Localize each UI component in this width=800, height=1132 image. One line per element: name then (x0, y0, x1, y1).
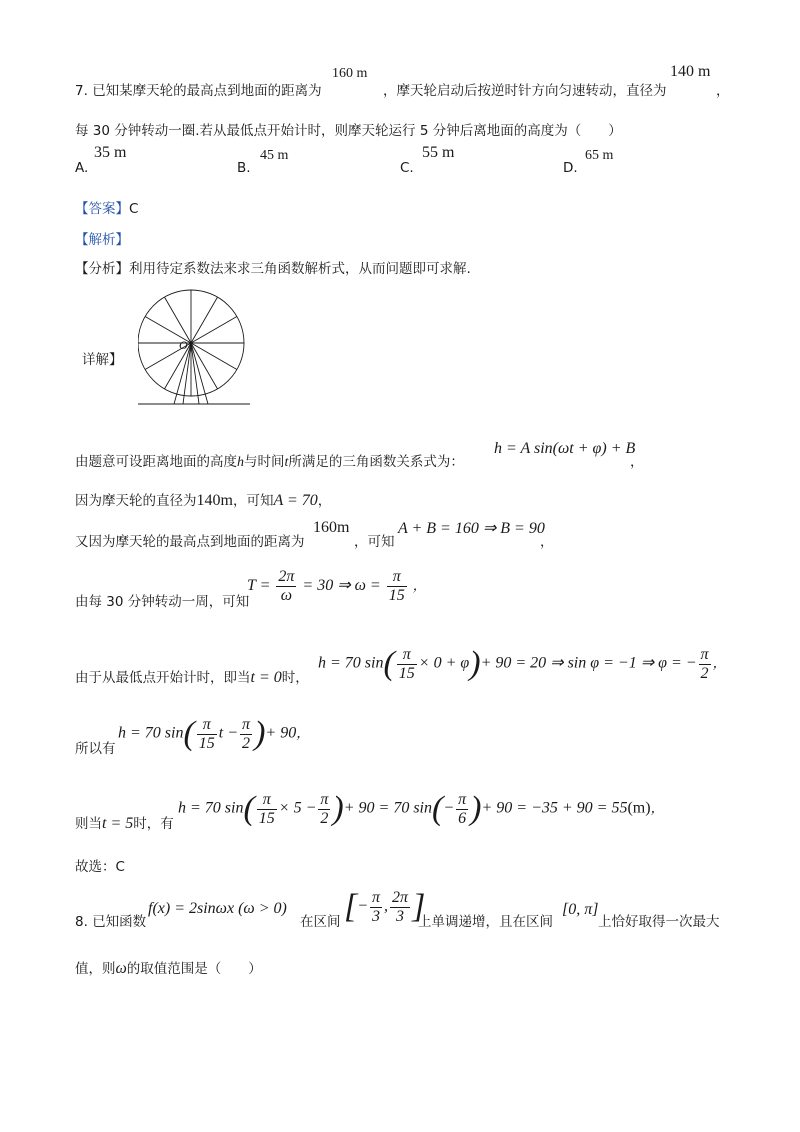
option-c-value: 55 m (422, 144, 455, 161)
var-h: h (237, 455, 244, 470)
frac-num: π (700, 645, 709, 663)
sol6-lhs: h = 70 sin (118, 724, 184, 742)
sol3-text: 又因为摩天轮的最高点到地面的距离为 (75, 534, 305, 550)
sol4-frac1 (276, 568, 296, 605)
frac-num: π (372, 888, 381, 906)
sol4-frac2 (387, 568, 407, 605)
frac-den: 3 (372, 907, 381, 925)
sol4-formula (247, 568, 426, 605)
sol2-text: 因为摩天轮的直径为 (75, 493, 197, 509)
sol6-end: ， (296, 725, 310, 742)
sol5-t0: t = 0 (250, 669, 282, 686)
sol7-b: + 90 = 70 sin (343, 799, 432, 817)
q8-line2-b: 的取值范围是（ ） (126, 961, 262, 977)
option-c-letter: C. (400, 160, 414, 176)
sol7-formula (178, 790, 664, 828)
frac-num: π (458, 790, 467, 808)
frac-den: 15 (198, 734, 215, 752)
frac-num: π (397, 646, 417, 665)
sol4-T: T = (247, 577, 271, 595)
sol1-text: 由题意可设距离地面的高度 (75, 454, 237, 470)
sol6-mid: t − (218, 724, 239, 742)
analysis-header: 【解析】 (75, 232, 129, 248)
sol5-mid: 时， (281, 670, 309, 686)
sol7-text: 则当 (75, 816, 102, 832)
detail-label: 详解】 (82, 352, 123, 368)
center-label: O (179, 338, 188, 352)
q7-val-160: 160 m (332, 66, 368, 81)
q8-interval1: [− $\frac{\pi}{3}$ , $\frac{2\pi}{3}$ ] (344, 888, 426, 925)
sol5-rhs: + 90 = 20 ⇒ sin φ = −1 ⇒ φ = − (480, 654, 697, 672)
frac-num: π (197, 716, 217, 735)
paren-close: ) (469, 645, 481, 682)
answer-value: C (129, 201, 139, 217)
sol-line-5 (75, 666, 309, 687)
sol6-frac (197, 716, 217, 753)
frac-den: 15 (258, 809, 275, 827)
frac-den: 15 (398, 664, 415, 682)
sol7-frac1 (257, 791, 277, 828)
sol7-c: + 90 = −35 + 90 = 55 (481, 799, 628, 817)
bracket-close: ] (412, 888, 426, 925)
sol1-comma: ， (630, 454, 644, 470)
sol-line-7 (75, 812, 174, 833)
frac-den: 2 (320, 809, 329, 827)
q8-neg: − (357, 897, 369, 915)
sol1-end: 所满足的三角函数关系式为： (288, 454, 464, 470)
paren-open: ( (183, 715, 195, 752)
paren-close: ) (254, 715, 266, 752)
q8-text-a: 已知函数 (92, 914, 147, 930)
sol7-lhs: h = 70 sin (178, 799, 244, 817)
sol5-end: ， (712, 655, 727, 672)
q7-val-140: 140 m (670, 63, 711, 80)
sol5-inner: × 0 + φ (418, 654, 470, 672)
paren-open: ( (383, 645, 395, 682)
frac-den: 6 (458, 809, 467, 827)
sol3-formula: A + B = 160 ⇒ B = 90 (398, 520, 545, 537)
frac-num: 2π (278, 568, 295, 585)
q8-omega: ω (115, 960, 127, 977)
sol5-lhs: h = 70 sin (318, 654, 384, 672)
analysis-line (75, 257, 471, 277)
sol3-end: ， (540, 534, 554, 550)
sol5-formula (318, 645, 726, 683)
frac-den: 3 (396, 907, 405, 925)
option-b-letter: B. (237, 160, 251, 176)
analysis-text: 利用待定系数法来求三角函数解析式，从而问题即可求解. (129, 261, 471, 277)
choice-line: 故选：C (75, 859, 125, 875)
var-t: t (284, 455, 289, 470)
sol2-val: 140m (196, 492, 233, 509)
q8-frac1 (370, 889, 382, 926)
q8-number: 8. (75, 914, 88, 930)
sol4-end: ， (412, 578, 427, 595)
frac-num: 2π (392, 888, 409, 906)
analysis-label: 【分析】 (75, 261, 129, 277)
frac-den: 2 (242, 734, 251, 752)
q7-number: 7. (75, 83, 88, 99)
q8-func: f(x) = 2sinωx (ω > 0) (148, 900, 287, 917)
sol4-mid: = 30 ⇒ ω = (302, 577, 381, 595)
sol5-frac (397, 646, 417, 683)
q8-line2 (75, 957, 262, 978)
sol6-frac2 (240, 716, 252, 753)
answer-line (75, 197, 138, 217)
sol6-text: 所以有 (75, 741, 116, 757)
q7-line1 (75, 79, 322, 99)
q8-text-d: 上恰好取得一次最大 (598, 914, 720, 930)
bracket-open: [ (344, 888, 358, 925)
paren-close: ) (470, 790, 482, 827)
option-d-letter: D. (563, 160, 578, 176)
q8-interval2: [0, π] (562, 901, 599, 918)
sol7-a: × 5 − (278, 799, 317, 817)
sol7-end: ， (650, 800, 665, 817)
frac-num: π (320, 790, 329, 808)
sol7-frac2 (318, 791, 330, 828)
paren-open: ( (243, 790, 255, 827)
sol7-frac3 (456, 791, 468, 828)
sol7-mid: 时，有 (133, 816, 174, 832)
sol7-unit: (m) (627, 799, 651, 817)
q8-text-b: 在区间 (300, 914, 341, 930)
frac-num: π (242, 715, 251, 733)
sol7-t5: t = 5 (102, 815, 134, 832)
q7-comma: ， (716, 83, 730, 99)
sol3-mid: ，可知 (354, 534, 395, 550)
q8-frac2 (390, 889, 410, 926)
option-a-value: 35 m (94, 144, 127, 161)
q7-text-b: ，摩天轮启动后按逆时针方向匀速转动，直径为 (383, 83, 667, 99)
option-a-letter: A. (75, 160, 89, 176)
frac-num: π (387, 568, 407, 587)
answer-label: 【答案】 (75, 201, 129, 217)
sol6-rhs: + 90 (265, 724, 297, 742)
frac-den: 15 (388, 587, 405, 604)
q8-line2-a: 值，则 (75, 961, 116, 977)
q7-text-a: 已知某摩天轮的最高点到地面的距离为 (92, 83, 322, 99)
q8-text-c: 上单调递增，且在区间 (418, 914, 553, 930)
paren-open: ( (432, 790, 444, 827)
frac-den: 2 (700, 664, 709, 682)
q8-line1-start (75, 910, 146, 930)
sol2-mid: ，可知 (232, 493, 274, 509)
sol-line-1 (75, 450, 464, 471)
frac-den: ω (280, 587, 293, 604)
option-d-value: 65 m (585, 148, 614, 163)
sol2-end: ， (317, 493, 332, 509)
sol-line-3 (75, 530, 305, 550)
sol6-formula (118, 715, 310, 753)
sol5-text: 由于从最低点开始计时，即当 (75, 670, 251, 686)
paren-close: ) (332, 790, 344, 827)
sol1-formula: h = A sin(ωt + φ) + B (494, 440, 636, 457)
q7-line2: 每 30 分钟转动一圈.若从最低点开始计时，则摩天轮运行 5 分钟后离地面的高度为（ ） (75, 123, 622, 139)
sol5-frac2 (699, 646, 711, 683)
sol1-mid: 与时间 (244, 454, 285, 470)
ferris-wheel-figure (138, 284, 250, 408)
sol-line-2 (75, 489, 331, 510)
sol4-text: 由每 30 分钟转动一周，可知 (75, 594, 250, 610)
sol3-val: 160m (313, 519, 350, 536)
option-b-value: 45 m (260, 148, 289, 163)
sol7-neg: − (443, 799, 455, 817)
frac-num: π (257, 791, 277, 810)
sol2-formula: A = 70 (273, 492, 318, 509)
